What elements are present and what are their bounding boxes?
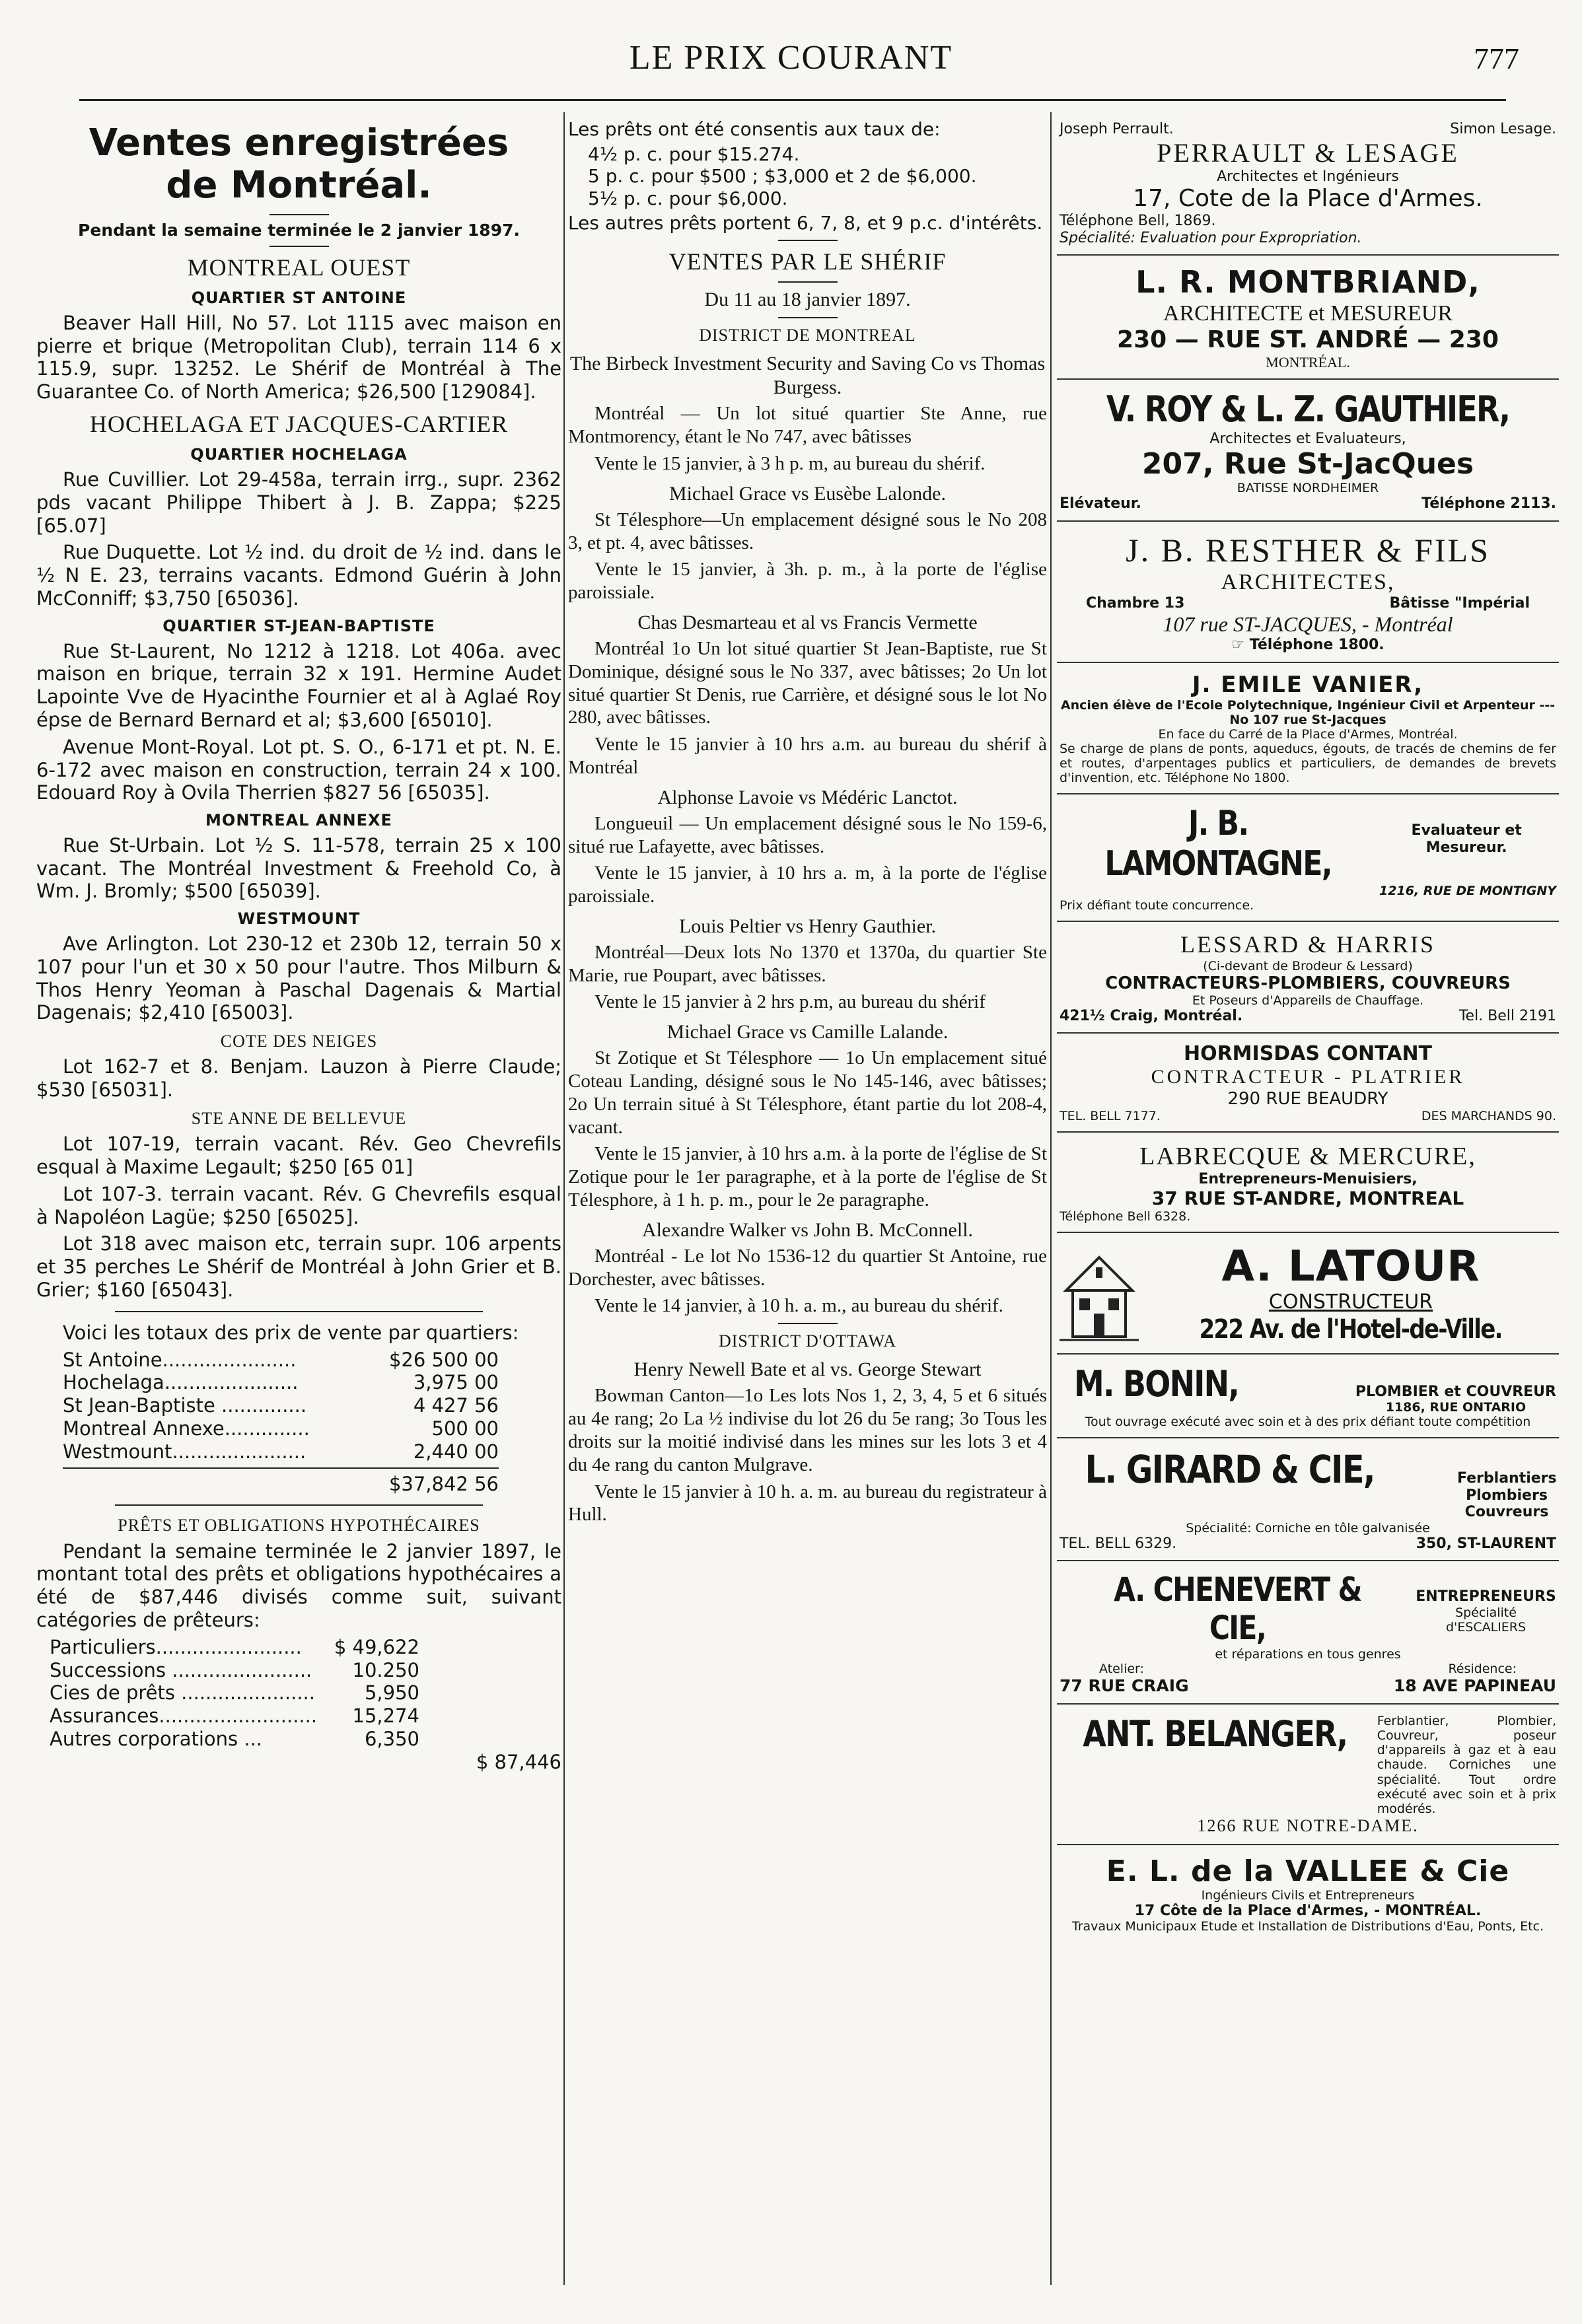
sale-entry: Lot 107-3. terrain vacant. Rév. G Chevrefils esqual à Napoléon Lagüe; $250 [65025]. bbox=[36, 1182, 561, 1228]
ad-firm-name: J. B. RESTHER & FILS bbox=[1126, 531, 1490, 569]
loan-categories bbox=[36, 1636, 561, 1774]
case-title: Henry Newell Bate et al vs. George Stewart bbox=[633, 1358, 982, 1381]
ad-address: 350, ST-LAURENT bbox=[1416, 1535, 1556, 1552]
ad-location: En face du Carré de la Place d'Armes, Montréal. bbox=[1158, 727, 1458, 742]
ad-address: 421½ Craig, Montréal. bbox=[1060, 1007, 1243, 1024]
quarter-heading: STE ANNE DE BELLEVUE bbox=[191, 1109, 407, 1129]
ad-chenevert bbox=[1057, 1565, 1559, 1705]
case-detail: St Zotique et St Télesphore — 1o Un emplacement situé Coteau Landing, désigné sous le No 145-146, avec bâtisses; 2o Un terrain situé à St Télesphore, étant partie du lot 208-4, vacant. bbox=[568, 1047, 1047, 1138]
ad-address: 1266 RUE NOTRE-DAME. bbox=[1197, 1815, 1419, 1835]
case-detail: Bowman Canton—1o Les lots Nos 1, 2, 3, 4, 5 et 6 situés au 4e rang; 2o La ½ indivise du lot 26 du 5e rang; 3o Tous les droits sur la moitié indivisé dans les mines sur les lots 3 et 4 du 4e rang du canton Mulgrave. bbox=[568, 1385, 1047, 1475]
ad-subrole: Et Poseurs d'Appareils de Chauffage. bbox=[1192, 993, 1424, 1008]
totals-table bbox=[63, 1349, 561, 1496]
totals-row: St Jean-Baptiste .............. 4 427 56 bbox=[63, 1394, 499, 1417]
sale-entry: Beaver Hall Hill, No 57. Lot 1115 avec maison en pierre et brique (Metropolitan Club), terrain 114 6 x 115.9, supr. 13252. Le Shérif de Montréal à The Guarantee Co. of North America; $26,500 [129084]. bbox=[36, 311, 561, 404]
category-row: Cies de prêts ...................... 5,950 bbox=[50, 1681, 419, 1705]
sale-entry: Rue St-Urbain. Lot ½ S. 11-578, terrain 25 x 100 vacant. The Montréal Investment & Freehold Co, à Wm. J. Bromly; $500 [65039]. bbox=[36, 833, 561, 903]
case-detail: Vente le 14 janvier, à 10 h. a. m., au bureau du shérif. bbox=[594, 1295, 1003, 1317]
district-heading: MONTREAL OUEST bbox=[187, 254, 411, 281]
ad-phone: Tel. Bell 2191 bbox=[1458, 1007, 1556, 1024]
ad-description: Se charge de plans de ponts, aqueducs, égouts, de tracés de chemins de fer et routes, d'arpentages publics et particuliers, de demandes de brevets d'invention, etc. Téléphone No 1800. bbox=[1060, 742, 1556, 786]
page-number: 777 bbox=[1474, 42, 1519, 75]
sale-entry: Lot 318 avec maison etc, terrain supr. 106 arpents et 35 perches Le Shérif de Montréal à John Grier et B. Grier; $160 [65043]. bbox=[36, 1232, 561, 1302]
ad-firm-name: LESSARD & HARRIS bbox=[1180, 931, 1436, 958]
rule bbox=[270, 246, 329, 247]
ad-note: Tout ouvrage exécuté avec soin et à des prix défiant toute compétition bbox=[1085, 1415, 1531, 1430]
rate-line: 5½ p. c. pour $6,000. bbox=[588, 187, 788, 209]
case-title: Louis Peltier vs Henry Gauthier. bbox=[678, 915, 937, 937]
header-rule bbox=[79, 99, 1506, 101]
ad-firm-name: M. BONIN, bbox=[1073, 1362, 1239, 1405]
category-row: Assurances.......................... 15,274 bbox=[50, 1705, 419, 1728]
case-detail: Vente le 15 janvier à 10 hrs a.m. au bureau du shérif à Montréal bbox=[568, 734, 1047, 778]
categories-total: $ 87,446 bbox=[476, 1750, 561, 1773]
ad-role: CONTRACTEUR - PLATRIER bbox=[1151, 1066, 1465, 1088]
totals-row: St Antoine...................... $26 500 00 bbox=[63, 1348, 499, 1371]
ad-atelier: 77 RUE CRAIG bbox=[1060, 1676, 1189, 1696]
rule bbox=[115, 1504, 483, 1506]
ad-firm-name: J. B. LAMONTAGNE, bbox=[1104, 804, 1332, 884]
case-detail: Montréal 1o Un lot situé quartier St Jean-Baptiste, rue St Dominique, désigné sous le No 337, avec bâtisses; 2o Un lot situé quartier St Denis, rue Carrière, et désigné sous le lot No 280, avec bâtisses. bbox=[568, 637, 1047, 728]
ad-partner-name: Joseph Perrault. bbox=[1060, 121, 1174, 137]
ad-address: 222 Av. de l'Hotel-de-Ville. bbox=[1199, 1314, 1503, 1345]
ad-role: Ingénieurs Civils et Entrepreneurs bbox=[1201, 1887, 1415, 1903]
ad-address: 230 — RUE ST. ANDRÉ — 230 bbox=[1117, 326, 1499, 353]
sale-entry: Lot 107-19, terrain vacant. Rév. Geo Chevrefils esqual à Maxime Legault; $250 [65 01] bbox=[36, 1133, 561, 1179]
ad-address: 1186, RUE ONTARIO bbox=[1385, 1400, 1527, 1415]
case-title: Alexandre Walker vs John B. McConnell. bbox=[641, 1218, 974, 1241]
ad-credentials: Ancien élève de l'Ecole Polytechnique, Ingénieur Civil et Arpenteur --- No 107 rue St-Jacques bbox=[1060, 698, 1556, 728]
quarter-heading: MONTREAL ANNEXE bbox=[205, 811, 392, 830]
rule bbox=[778, 1323, 838, 1324]
rate-line: 5 p. c. pour $500 ; $3,000 et 2 de $6,000. bbox=[588, 165, 977, 188]
ad-phone: TEL. BELL 6329. bbox=[1060, 1535, 1177, 1552]
category-row: Particuliers........................ $ 49,622 bbox=[50, 1635, 419, 1658]
ad-belanger bbox=[1057, 1708, 1559, 1845]
ad-address: 207, Rue St-JacQues bbox=[1141, 447, 1474, 481]
column-sales-registry bbox=[36, 116, 561, 2302]
ad-firm-name: HORMISDAS CONTANT bbox=[1183, 1042, 1433, 1066]
ad-latour bbox=[1057, 1237, 1559, 1354]
case-detail: Vente le 15 janvier, à 3 h p. m, au bureau du shérif. bbox=[594, 452, 986, 474]
ad-batisse: Bâtisse "Impérial bbox=[1389, 595, 1530, 612]
ad-phone: Téléphone Bell 6328. bbox=[1060, 1209, 1191, 1224]
case-detail: Vente le 15 janvier, à 10 hrs a. m, à la porte de l'église paroissiale. bbox=[568, 863, 1047, 907]
ad-vanier bbox=[1057, 667, 1559, 795]
ad-firm-name: A. LATOUR bbox=[1221, 1242, 1480, 1292]
sale-entry: Rue Cuvillier. Lot 29-458a, terrain irrg., supr. 2362 pds vacant Philippe Thibert à J. B. Zappa; $225 [65.07] bbox=[36, 468, 561, 537]
ad-description: Travaux Municipaux Etude et Installation de Distributions d'Eau, Ponts, Etc. bbox=[1071, 1919, 1544, 1934]
case-detail: Montréal - Le lot No 1536-12 du quartier St Antoine, rue Dorchester, avec bâtisses. bbox=[568, 1245, 1047, 1290]
totals-row: Westmount...................... 2,440 00 bbox=[63, 1440, 499, 1463]
column-sheriff-sales bbox=[568, 116, 1047, 2302]
column-advertisements bbox=[1057, 116, 1559, 2302]
rule bbox=[778, 240, 838, 241]
section-heading: PRÊTS ET OBLIGATIONS HYPOTHÉCAIRES bbox=[118, 1516, 480, 1535]
ad-address: 290 RUE BEAUDRY bbox=[1227, 1088, 1388, 1109]
ad-role: Architectes et Evaluateurs, bbox=[1209, 430, 1406, 447]
case-detail: Montréal—Deux lots No 1370 et 1370a, du quartier Ste Marie, rue Poupart, avec bâtisses. bbox=[568, 941, 1047, 986]
ad-phone: Téléphone 2113. bbox=[1421, 495, 1556, 512]
ad-role: Entrepreneurs-Menuisiers, bbox=[1198, 1171, 1418, 1188]
section-subtitle: Pendant la semaine terminée le 2 janvier 1897. bbox=[78, 220, 520, 240]
ad-city: MONTRÉAL. bbox=[1266, 353, 1350, 370]
sale-entry: Lot 162-7 et 8. Benjam. Lauzon à Pierre Claude; $530 [65031]. bbox=[36, 1055, 561, 1102]
ad-phone: TEL. BELL 7177. bbox=[1060, 1109, 1161, 1124]
case-detail: Vente le 15 janvier, à 3h. p. m., à la porte de l'église paroissiale. bbox=[568, 559, 1047, 604]
ad-firm-name: L. R. MONTBRIAND, bbox=[1135, 264, 1480, 300]
date-range: Du 11 au 18 janvier 1897. bbox=[704, 289, 911, 311]
district-heading: DISTRICT DE MONTREAL bbox=[699, 326, 916, 345]
category-row: Successions ....................... 10.250 bbox=[50, 1658, 419, 1681]
ad-partner-name: Simon Lesage. bbox=[1450, 121, 1556, 137]
case-title: Alphonse Lavoie vs Médéric Lanctot. bbox=[657, 786, 958, 808]
rate-line: Les autres prêts portent 6, 7, 8, et 9 p.c. d'intérêts. bbox=[568, 212, 1043, 234]
ad-phone: Téléphone Bell, 1869. bbox=[1060, 213, 1216, 230]
ad-former-name: (Ci-devant de Brodeur & Lessard) bbox=[1203, 958, 1413, 973]
ad-residence-label: Résidence: bbox=[1448, 1662, 1517, 1677]
ad-firm-name: LABRECQUE & MERCURE, bbox=[1139, 1143, 1476, 1171]
ad-residence: 18 AVE PAPINEAU bbox=[1393, 1676, 1556, 1696]
ad-resther bbox=[1057, 526, 1559, 663]
ad-de-la-vallee bbox=[1057, 1849, 1559, 1942]
totals-sum: $37,842 56 bbox=[63, 1467, 499, 1496]
district-heading: HOCHELAGA ET JACQUES-CARTIER bbox=[89, 410, 509, 437]
ad-role: ENTREPRENEURS bbox=[1416, 1588, 1556, 1605]
column-divider bbox=[1050, 112, 1052, 2285]
ad-labrecque-mercure bbox=[1057, 1137, 1559, 1233]
case-detail: Vente le 15 janvier, à 10 hrs a.m. à la porte de l'église de St Zotique pour le 1er paragraphe, et à la porte de l'église de St Télesphore, à 1 h. p. m., pour le 2e paragraphe. bbox=[568, 1143, 1047, 1211]
ad-note: Prix défiant toute concurrence. bbox=[1060, 898, 1254, 913]
ad-role: CONTRACTEURS-PLOMBIERS, COUVREURS bbox=[1105, 973, 1511, 993]
ad-address: 107 rue ST-JACQUES, - Montréal bbox=[1163, 612, 1453, 636]
totals-row: Hochelaga...................... 3,975 00 bbox=[63, 1371, 499, 1394]
ad-firm-name: V. ROY & L. Z. GAUTHIER, bbox=[1106, 388, 1510, 431]
ad-perrault-lesage bbox=[1057, 116, 1559, 256]
quarter-heading: QUARTIER HOCHELAGA bbox=[190, 445, 408, 464]
district-heading: DISTRICT D'OTTAWA bbox=[718, 1331, 897, 1351]
ad-specialty: Spécialité: Evaluation pour Expropriation. bbox=[1060, 229, 1362, 246]
rule bbox=[778, 317, 838, 318]
ad-elevator: Elévateur. bbox=[1060, 495, 1141, 512]
ad-montbriand bbox=[1057, 260, 1559, 380]
case-title: Chas Desmarteau et al vs Francis Vermette bbox=[637, 611, 978, 633]
rule bbox=[778, 281, 838, 283]
totals-intro: Voici les totaux des prix de vente par quartiers: bbox=[63, 1321, 519, 1344]
totals-row: Montreal Annexe.............. 500 00 bbox=[63, 1417, 499, 1440]
ad-phone: DES MARCHANDS 90. bbox=[1421, 1109, 1556, 1124]
quarter-heading: WESTMOUNT bbox=[237, 909, 361, 929]
journal-title: LE PRIX COURANT bbox=[629, 39, 953, 77]
ad-girard bbox=[1057, 1442, 1559, 1561]
sale-entry: Ave Arlington. Lot 230-12 et 230b 12, terrain 50 x 107 pour l'un et 30 x 50 pour l'autre. Thos Milburn & Thos Henry Yeoman à Paschal Dagenais & Martial Dagenais; $2,410 [65003]. bbox=[36, 933, 561, 1024]
ad-chambre: Chambre 13 bbox=[1086, 595, 1185, 612]
case-detail: Longueuil — Un emplacement désigné sous le No 159-6, situé rue Lafayette, avec bâtisses. bbox=[568, 812, 1047, 857]
ad-address: 1216, RUE DE MONTIGNY bbox=[1379, 883, 1556, 898]
ad-role: PLOMBIER et COUVREUR bbox=[1355, 1383, 1556, 1400]
case-title: The Birbeck Investment Security and Saving Co vs Thomas Burgess. bbox=[569, 353, 1046, 399]
ad-address: 17 Côte de la Place d'Armes, - MONTRÉAL. bbox=[1134, 1902, 1482, 1919]
case-detail: Vente le 15 janvier à 10 h. a. m. au bureau du registrateur à Hull. bbox=[568, 1481, 1047, 1526]
sale-entry: Rue Duquette. Lot ½ ind. du droit de ½ ind. dans le ½ N E. 23, terrains vacants. Edmond Guérin à John McConniff; $3,750 [65036]. bbox=[36, 541, 561, 610]
ad-firm-name: J. EMILE VANIER, bbox=[1192, 671, 1424, 698]
ad-firm-name: PERRAULT & LESAGE bbox=[1157, 137, 1459, 168]
quarter-heading: COTE DES NEIGES bbox=[220, 1032, 378, 1051]
ad-firm-name: ANT. BELANGER, bbox=[1083, 1713, 1348, 1755]
ad-role: Evaluateur et Mesureur. bbox=[1411, 822, 1522, 856]
sale-entry: Rue St-Laurent, No 1212 à 1218. Lot 406a. avec maison en brique, terrain 32 x 191. Hermine Audet Lapointe Vve de Hyacinthe Fournier et al à Aglaé Roy épse de Bernard Bernard et al; $3,600 [65010]. bbox=[36, 639, 561, 731]
loans-paragraph: Pendant la semaine terminée le 2 janvier 1897, le montant total des prêts et obligations hypothécaires a été de $87,446 divisés comme suit, suivant catégories de prêteurs: bbox=[36, 1539, 561, 1631]
ad-role: Ferblantiers Plombiers Couvreurs bbox=[1457, 1470, 1557, 1521]
ad-firm-name: A. CHENEVERT & CIE, bbox=[1114, 1570, 1361, 1648]
house-illustration-icon bbox=[1060, 1244, 1139, 1343]
ad-atelier-label: Atelier: bbox=[1099, 1662, 1144, 1677]
ad-role: CONSTRUCTEUR bbox=[1268, 1290, 1433, 1314]
case-detail: Montréal — Un lot situé quartier Ste Anne, rue Montmorency, étant le No 747, avec bâtisses bbox=[568, 403, 1047, 448]
case-detail: Vente le 15 janvier à 2 hrs p.m, au bureau du shérif bbox=[594, 991, 986, 1013]
ad-building: BATISSE NORDHEIMER bbox=[1237, 481, 1379, 496]
ad-roy-gauthier bbox=[1057, 384, 1559, 522]
page-header bbox=[0, 38, 1582, 85]
ad-contant bbox=[1057, 1038, 1559, 1133]
ad-role: ARCHITECTE et MESUREUR bbox=[1163, 300, 1453, 326]
rule bbox=[115, 1311, 483, 1312]
ad-phone: Téléphone 1800. bbox=[1249, 637, 1384, 654]
ad-firm-name: E. L. de la VALLEE & Cie bbox=[1106, 1854, 1510, 1888]
sale-entry: Avenue Mont-Royal. Lot pt. S. O., 6-171 et pt. N. E. 6-172 avec maison en construction, terrain 24 x 100. Edouard Roy à Ovila Therrien $827 56 [65035]. bbox=[36, 735, 561, 804]
ad-specialty: Spécialité d'ESCALIERS bbox=[1445, 1605, 1527, 1635]
rates-intro: Les prêts ont été consentis aux taux de: bbox=[568, 118, 941, 140]
quarter-heading: QUARTIER ST-JEAN-BAPTISTE bbox=[162, 616, 435, 635]
case-detail: St Télesphore—Un emplacement désigné sous le No 208 3, et pt. 4, avec bâtisses. bbox=[568, 509, 1047, 553]
case-title: Michael Grace vs Camille Lalande. bbox=[666, 1021, 949, 1043]
ad-address: 17, Cote de la Place d'Armes. bbox=[1133, 185, 1483, 213]
ad-bonin bbox=[1057, 1358, 1559, 1439]
ad-specialty: Spécialité: Corniche en tôle galvanisée bbox=[1186, 1520, 1430, 1535]
column-divider bbox=[563, 112, 565, 2285]
category-row: Autres corporations ... 6,350 bbox=[50, 1727, 419, 1750]
ad-repairs: et réparations en tous genres bbox=[1215, 1647, 1401, 1662]
ad-role: ARCHITECTES, bbox=[1221, 569, 1395, 594]
section-title: Ventes enregistrées de Montréal. bbox=[89, 122, 509, 207]
ad-lessard-harris bbox=[1057, 926, 1559, 1034]
rule bbox=[270, 214, 329, 215]
ad-role: Architectes et Ingénieurs bbox=[1217, 168, 1399, 185]
section-title: VENTES PAR LE SHÉRIF bbox=[668, 248, 947, 275]
ad-firm-name: L. GIRARD & CIE, bbox=[1085, 1447, 1375, 1493]
phone-icon: ☞ bbox=[1231, 637, 1245, 654]
ad-lamontagne bbox=[1057, 798, 1559, 922]
ad-description: Ferblantier, Plombier, Couvreur, poseur d'appareils à gaz et à eau chaude. Corniches une spécialité. Tout ordre exécuté avec soin et à prix modérés. bbox=[1377, 1714, 1556, 1816]
rate-line: 4½ p. c. pour $15.274. bbox=[588, 143, 800, 165]
quarter-heading: QUARTIER ST ANTOINE bbox=[191, 288, 407, 307]
ad-address: 37 RUE ST-ANDRE, MONTREAL bbox=[1151, 1187, 1464, 1209]
case-title: Michael Grace vs Eusèbe Lalonde. bbox=[669, 482, 946, 505]
